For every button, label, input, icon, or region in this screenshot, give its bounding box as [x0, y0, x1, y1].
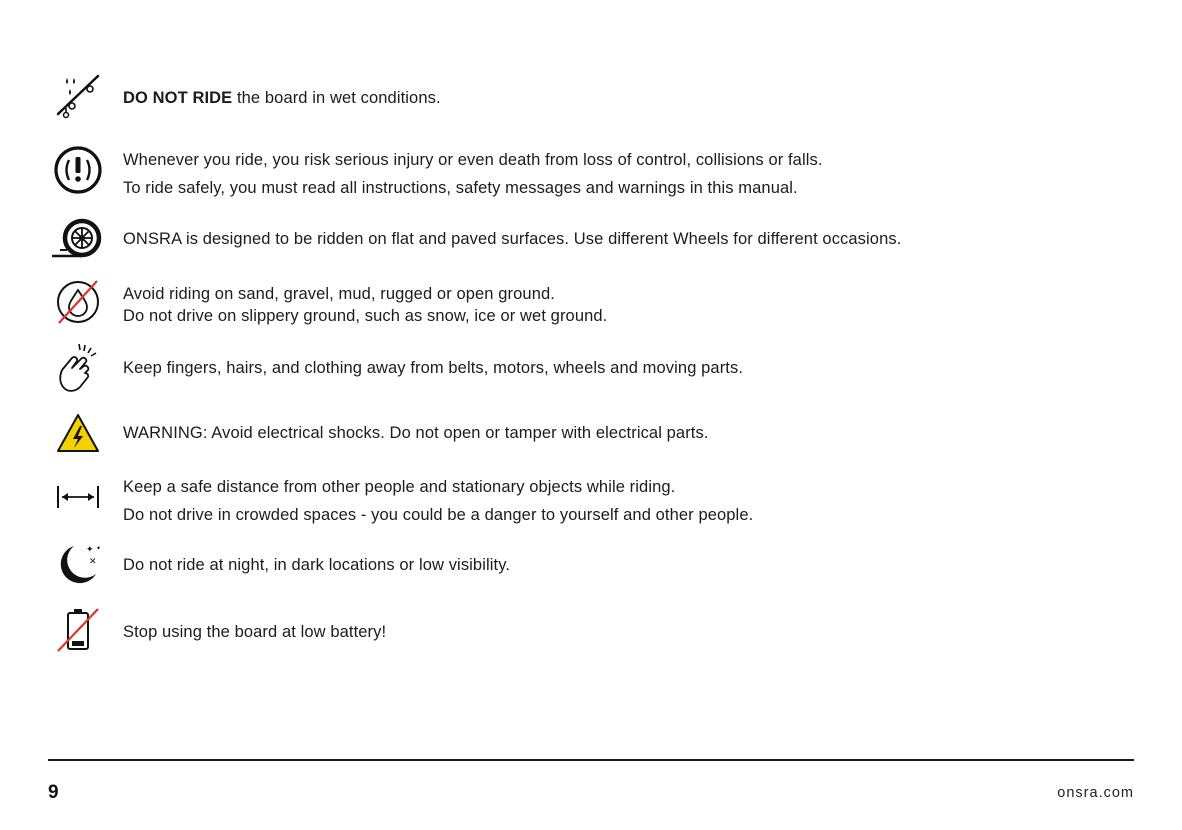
moon-night-icon — [52, 538, 104, 590]
hand-pinch-icon — [52, 340, 104, 392]
warning-line: Do not ride at night, in dark locations or low visibility. — [123, 556, 510, 574]
website-link[interactable]: onsra.com — [1057, 785, 1134, 801]
exclamation-circle-icon — [52, 144, 104, 196]
no-rough-ground-icon — [52, 276, 104, 328]
warning-line: Stop using the board at low battery! — [123, 623, 387, 641]
low-battery-icon — [52, 604, 104, 656]
warning-line: ONSRA is designed to be ridden on flat and paved surfaces. Use different Wheels for different occasions. — [123, 230, 902, 248]
warning-line: DO NOT RIDE the board in wet conditions. — [123, 89, 441, 107]
svg-text:✕: ✕ — [89, 557, 97, 567]
warning-line: Avoid riding on sand, gravel, mud, rugged or open ground. — [123, 285, 555, 303]
svg-text:✦: ✦ — [86, 545, 94, 555]
wet-skateboard-icon — [52, 72, 104, 124]
warning-line: Whenever you ride, you risk serious injury or even death from loss of control, collisions or falls. — [123, 151, 823, 169]
svg-text:✦: ✦ — [96, 545, 102, 552]
electric-hazard-icon — [52, 409, 104, 461]
distance-icon — [52, 470, 104, 522]
warning-line: Do not drive in crowded spaces - you could be a danger to yourself and other people. — [123, 506, 754, 524]
warning-line: Do not drive on slippery ground, such as snow, ice or wet ground. — [123, 307, 608, 325]
footer-divider — [48, 759, 1134, 761]
page-number: 9 — [48, 782, 59, 803]
warning-line: To ride safely, you must read all instructions, safety messages and warnings in this manual. — [123, 179, 798, 197]
warning-line: WARNING: Avoid electrical shocks. Do not open or tamper with electrical parts. — [123, 424, 709, 442]
warning-line: Keep fingers, hairs, and clothing away from belts, motors, wheels and moving parts. — [123, 359, 744, 377]
warning-line: Keep a safe distance from other people and stationary objects while riding. — [123, 478, 676, 496]
speeding-wheel-icon — [52, 212, 104, 264]
